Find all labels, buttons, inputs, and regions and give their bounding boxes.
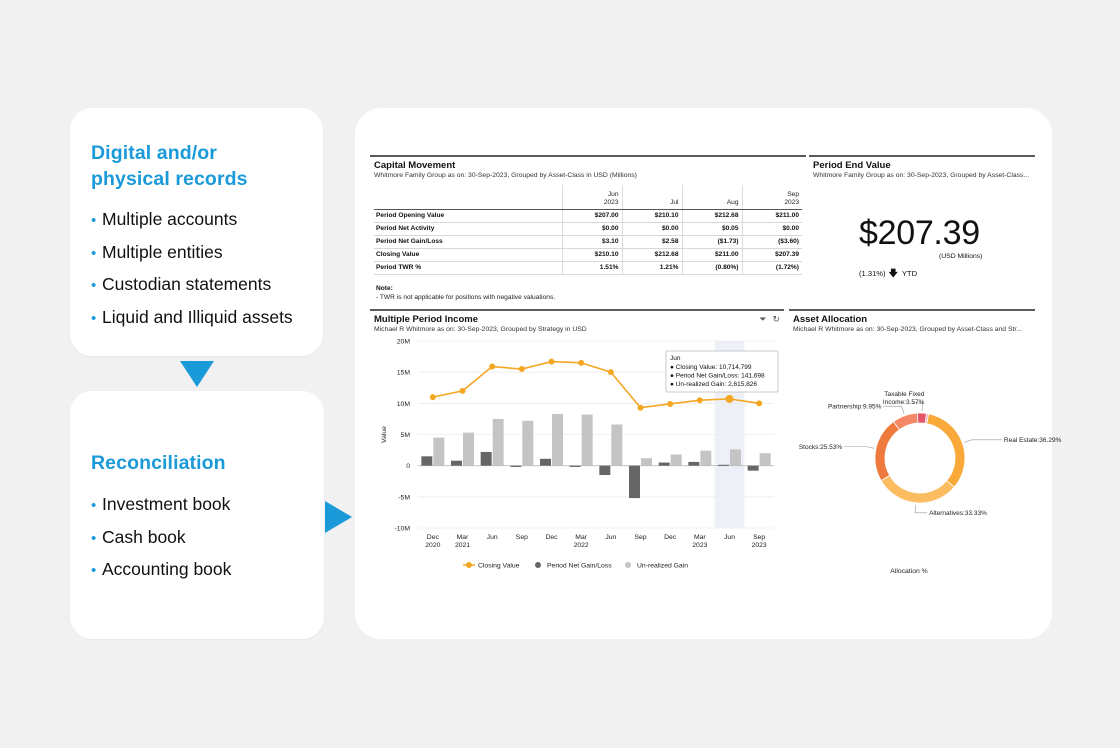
y-tick-label: 10M xyxy=(396,400,410,408)
period-end-value-panel xyxy=(809,155,1035,305)
net-gain-loss-bar xyxy=(718,465,729,466)
slice-leader-line xyxy=(883,406,904,414)
note-text: - TWR is not applicable for positions with negative valuations. xyxy=(376,294,556,301)
unrealized-gain-bar xyxy=(552,414,563,466)
slice-leader-line xyxy=(964,440,1002,443)
asset-allocation-panel xyxy=(789,309,1062,591)
net-gain-loss-bar xyxy=(748,466,759,471)
closing-value-point xyxy=(638,405,644,411)
unrealized-gain-bar xyxy=(611,425,622,466)
column-header: Aug xyxy=(682,185,742,209)
legend-item xyxy=(463,562,520,570)
capital-movement-table xyxy=(374,185,802,275)
x-tick-label: 2022 xyxy=(573,542,589,549)
panel-subtitle: Michael R Whitmore as on: 30-Sep-2023, Grouped by Asset-Class and Str... xyxy=(793,326,1022,333)
column-header: Jul xyxy=(622,185,682,209)
legend-label: Un-realized Gain xyxy=(637,562,688,570)
panel-title: Capital Movement xyxy=(374,160,456,171)
records-title-line2: physical records xyxy=(91,168,248,190)
arrow-down-icon xyxy=(180,361,214,387)
unrealized-gain-bar xyxy=(700,451,711,466)
slice-label: Alternatives:33.33% xyxy=(929,509,987,517)
tooltip-line: ● Closing Value: 10,714,799 xyxy=(670,364,752,371)
table-row: Closing Value $210.10 $212.68 $211.00 $207.39 xyxy=(374,248,802,261)
refresh-icon[interactable]: ↻ xyxy=(772,314,780,324)
y-axis-label: Value xyxy=(381,426,388,443)
donut-slice xyxy=(881,476,954,503)
table-header-row xyxy=(374,185,802,209)
legend-label: Closing Value xyxy=(478,562,520,570)
net-gain-loss-bar xyxy=(451,461,462,466)
net-gain-loss-bar xyxy=(659,463,670,466)
y-tick-label: -5M xyxy=(398,494,410,502)
closing-value-point xyxy=(460,388,466,394)
down-arrow-icon: 🡇 xyxy=(888,268,898,278)
list-item: • Investment book xyxy=(91,494,231,514)
value-units: (USD Millions) xyxy=(939,253,983,260)
table-row: Period Net Activity $0.00 $0.00 $0.05 $0.00 xyxy=(374,222,802,235)
note-title: Note: xyxy=(376,285,393,292)
x-tick-label: Jun xyxy=(486,534,498,541)
x-tick-label: Jun xyxy=(605,534,617,541)
panel-subtitle: Whitmore Family Group as on: 30-Sep-2023, Grouped by Asset-Class in USD (Millions) xyxy=(374,172,637,179)
capital-movement-panel xyxy=(370,155,806,305)
closing-value-point xyxy=(608,369,614,375)
slice-label: Taxable Fixed xyxy=(884,391,925,399)
slice-label: Income:3.57% xyxy=(882,399,925,407)
x-tick-label: 2023 xyxy=(692,542,708,549)
column-header: Sep 2023 xyxy=(742,185,802,209)
x-tick-label: Dec xyxy=(545,534,558,541)
y-tick-label: -10M xyxy=(394,525,410,533)
reconciliation-list xyxy=(91,489,231,587)
net-gain-loss-bar xyxy=(688,462,699,466)
records-title xyxy=(91,140,248,192)
closing-value-point xyxy=(756,400,762,406)
filter-icon[interactable]: ⏷ xyxy=(759,314,767,324)
arrow-right-icon xyxy=(325,501,352,533)
list-item: • Custodian statements xyxy=(91,274,272,294)
legend-marker xyxy=(625,562,631,568)
x-tick-label: Sep xyxy=(515,534,528,541)
change-percent: (1.31%) xyxy=(859,269,886,278)
records-list xyxy=(91,204,293,334)
unrealized-gain-bar xyxy=(493,419,504,466)
list-item: • Accounting book xyxy=(91,559,232,579)
net-gain-loss-bar xyxy=(481,452,492,466)
legend-marker xyxy=(535,562,541,568)
unrealized-gain-bar xyxy=(463,433,474,466)
legend-item xyxy=(535,562,612,570)
x-tick-label: 2020 xyxy=(425,542,441,549)
x-tick-label: Mar xyxy=(693,534,706,541)
y-tick-label: 0 xyxy=(406,463,410,471)
slice-leader-line xyxy=(915,505,927,513)
closing-value-point xyxy=(726,395,734,403)
unrealized-gain-bar xyxy=(671,454,682,465)
unrealized-gain-bar xyxy=(582,415,593,466)
slice-leader-line xyxy=(844,447,874,449)
net-gain-loss-bar xyxy=(421,456,432,465)
net-gain-loss-bar xyxy=(599,466,610,475)
x-tick-label: Sep xyxy=(634,534,647,541)
records-card xyxy=(70,108,323,356)
net-gain-loss-bar xyxy=(629,466,640,498)
closing-value-point xyxy=(578,360,584,366)
reconciliation-title: Reconciliation xyxy=(91,452,226,474)
list-item: • Cash book xyxy=(91,526,186,547)
legend-item xyxy=(625,562,688,570)
x-tick-label: 2021 xyxy=(454,542,471,549)
panel-subtitle: Whitmore Family Group as on: 30-Sep-2023, Grouped by Asset-Class... xyxy=(813,172,1030,179)
panel-subtitle: Michael R Whitmore as on: 30-Sep-2023, Grouped by Strategy in USD xyxy=(374,326,587,333)
y-tick-label: 15M xyxy=(396,369,410,377)
panel-title: Asset Allocation xyxy=(793,314,868,325)
x-tick-label: Mar xyxy=(575,534,588,541)
donut-slice xyxy=(893,413,917,430)
closing-value-point xyxy=(697,397,703,403)
table-row: Period Net Gain/Loss $3.10 $2.58 ($1.73) ($3.60) xyxy=(374,235,802,248)
list-item: • Multiple accounts xyxy=(91,209,238,229)
period-end-value: $207.39 xyxy=(859,214,980,252)
ytd-change xyxy=(859,266,917,282)
slice-label: Real Estate:36.29% xyxy=(1003,436,1062,444)
reconciliation-card xyxy=(70,391,324,639)
asset-allocation-chart xyxy=(789,331,1062,593)
table-row: Period Opening Value $207.00 $210.10 $212.68 $211.00 xyxy=(374,209,802,222)
closing-value-point xyxy=(489,364,495,370)
closing-value-point xyxy=(519,366,525,372)
net-gain-loss-bar xyxy=(540,459,551,466)
tooltip-title: Jun xyxy=(670,355,681,362)
records-title-line1: Digital and/or xyxy=(91,142,217,164)
y-tick-label: 20M xyxy=(396,338,410,346)
panel-title: Period End Value xyxy=(813,160,891,171)
x-tick-label: Dec xyxy=(426,534,439,541)
slice-label: Partnership:9.95% xyxy=(827,403,882,411)
legend-label: Period Net Gain/Loss xyxy=(547,562,612,570)
table-row: Period TWR % 1.51% 1.21% (0.80%) (1.72%) xyxy=(374,261,802,274)
legend-marker xyxy=(466,562,472,568)
donut-slice xyxy=(927,414,965,487)
panel-title: Multiple Period Income xyxy=(374,314,478,325)
closing-value-point xyxy=(667,401,673,407)
slice-label: Stocks:25.53% xyxy=(798,443,843,451)
tooltip-line: ● Period Net Gain/Loss: 141,698 xyxy=(670,372,765,380)
x-tick-label: Dec xyxy=(664,534,677,541)
unrealized-gain-bar xyxy=(641,458,652,465)
chart-footer: Allocation % xyxy=(890,568,928,575)
unrealized-gain-bar xyxy=(433,438,444,466)
unrealized-gain-bar xyxy=(730,449,741,465)
column-header xyxy=(374,185,562,209)
unrealized-gain-bar xyxy=(522,421,533,466)
closing-value-point xyxy=(549,359,555,365)
tooltip-line: ● Un-realized Gain: 2,615,826 xyxy=(670,381,758,388)
y-tick-label: 5M xyxy=(400,432,410,439)
panel-tools xyxy=(753,314,780,325)
multiple-period-income-panel xyxy=(370,309,784,591)
donut-slice xyxy=(875,422,899,481)
x-tick-label: Sep xyxy=(753,534,766,541)
x-tick-label: Mar xyxy=(456,534,469,541)
column-header: Jun 2023 xyxy=(562,185,622,209)
unrealized-gain-bar xyxy=(760,453,771,465)
list-item: • Liquid and Illiquid assets xyxy=(91,306,293,327)
net-gain-loss-bar xyxy=(570,466,581,467)
period-label: YTD xyxy=(901,269,918,278)
income-chart xyxy=(370,331,784,593)
closing-value-point xyxy=(430,394,436,400)
net-gain-loss-bar xyxy=(510,466,521,467)
list-item: • Multiple entities xyxy=(91,241,223,262)
chart-tooltip xyxy=(666,351,778,392)
x-tick-label: Jun xyxy=(724,534,735,541)
x-tick-label: 2023 xyxy=(751,542,767,549)
